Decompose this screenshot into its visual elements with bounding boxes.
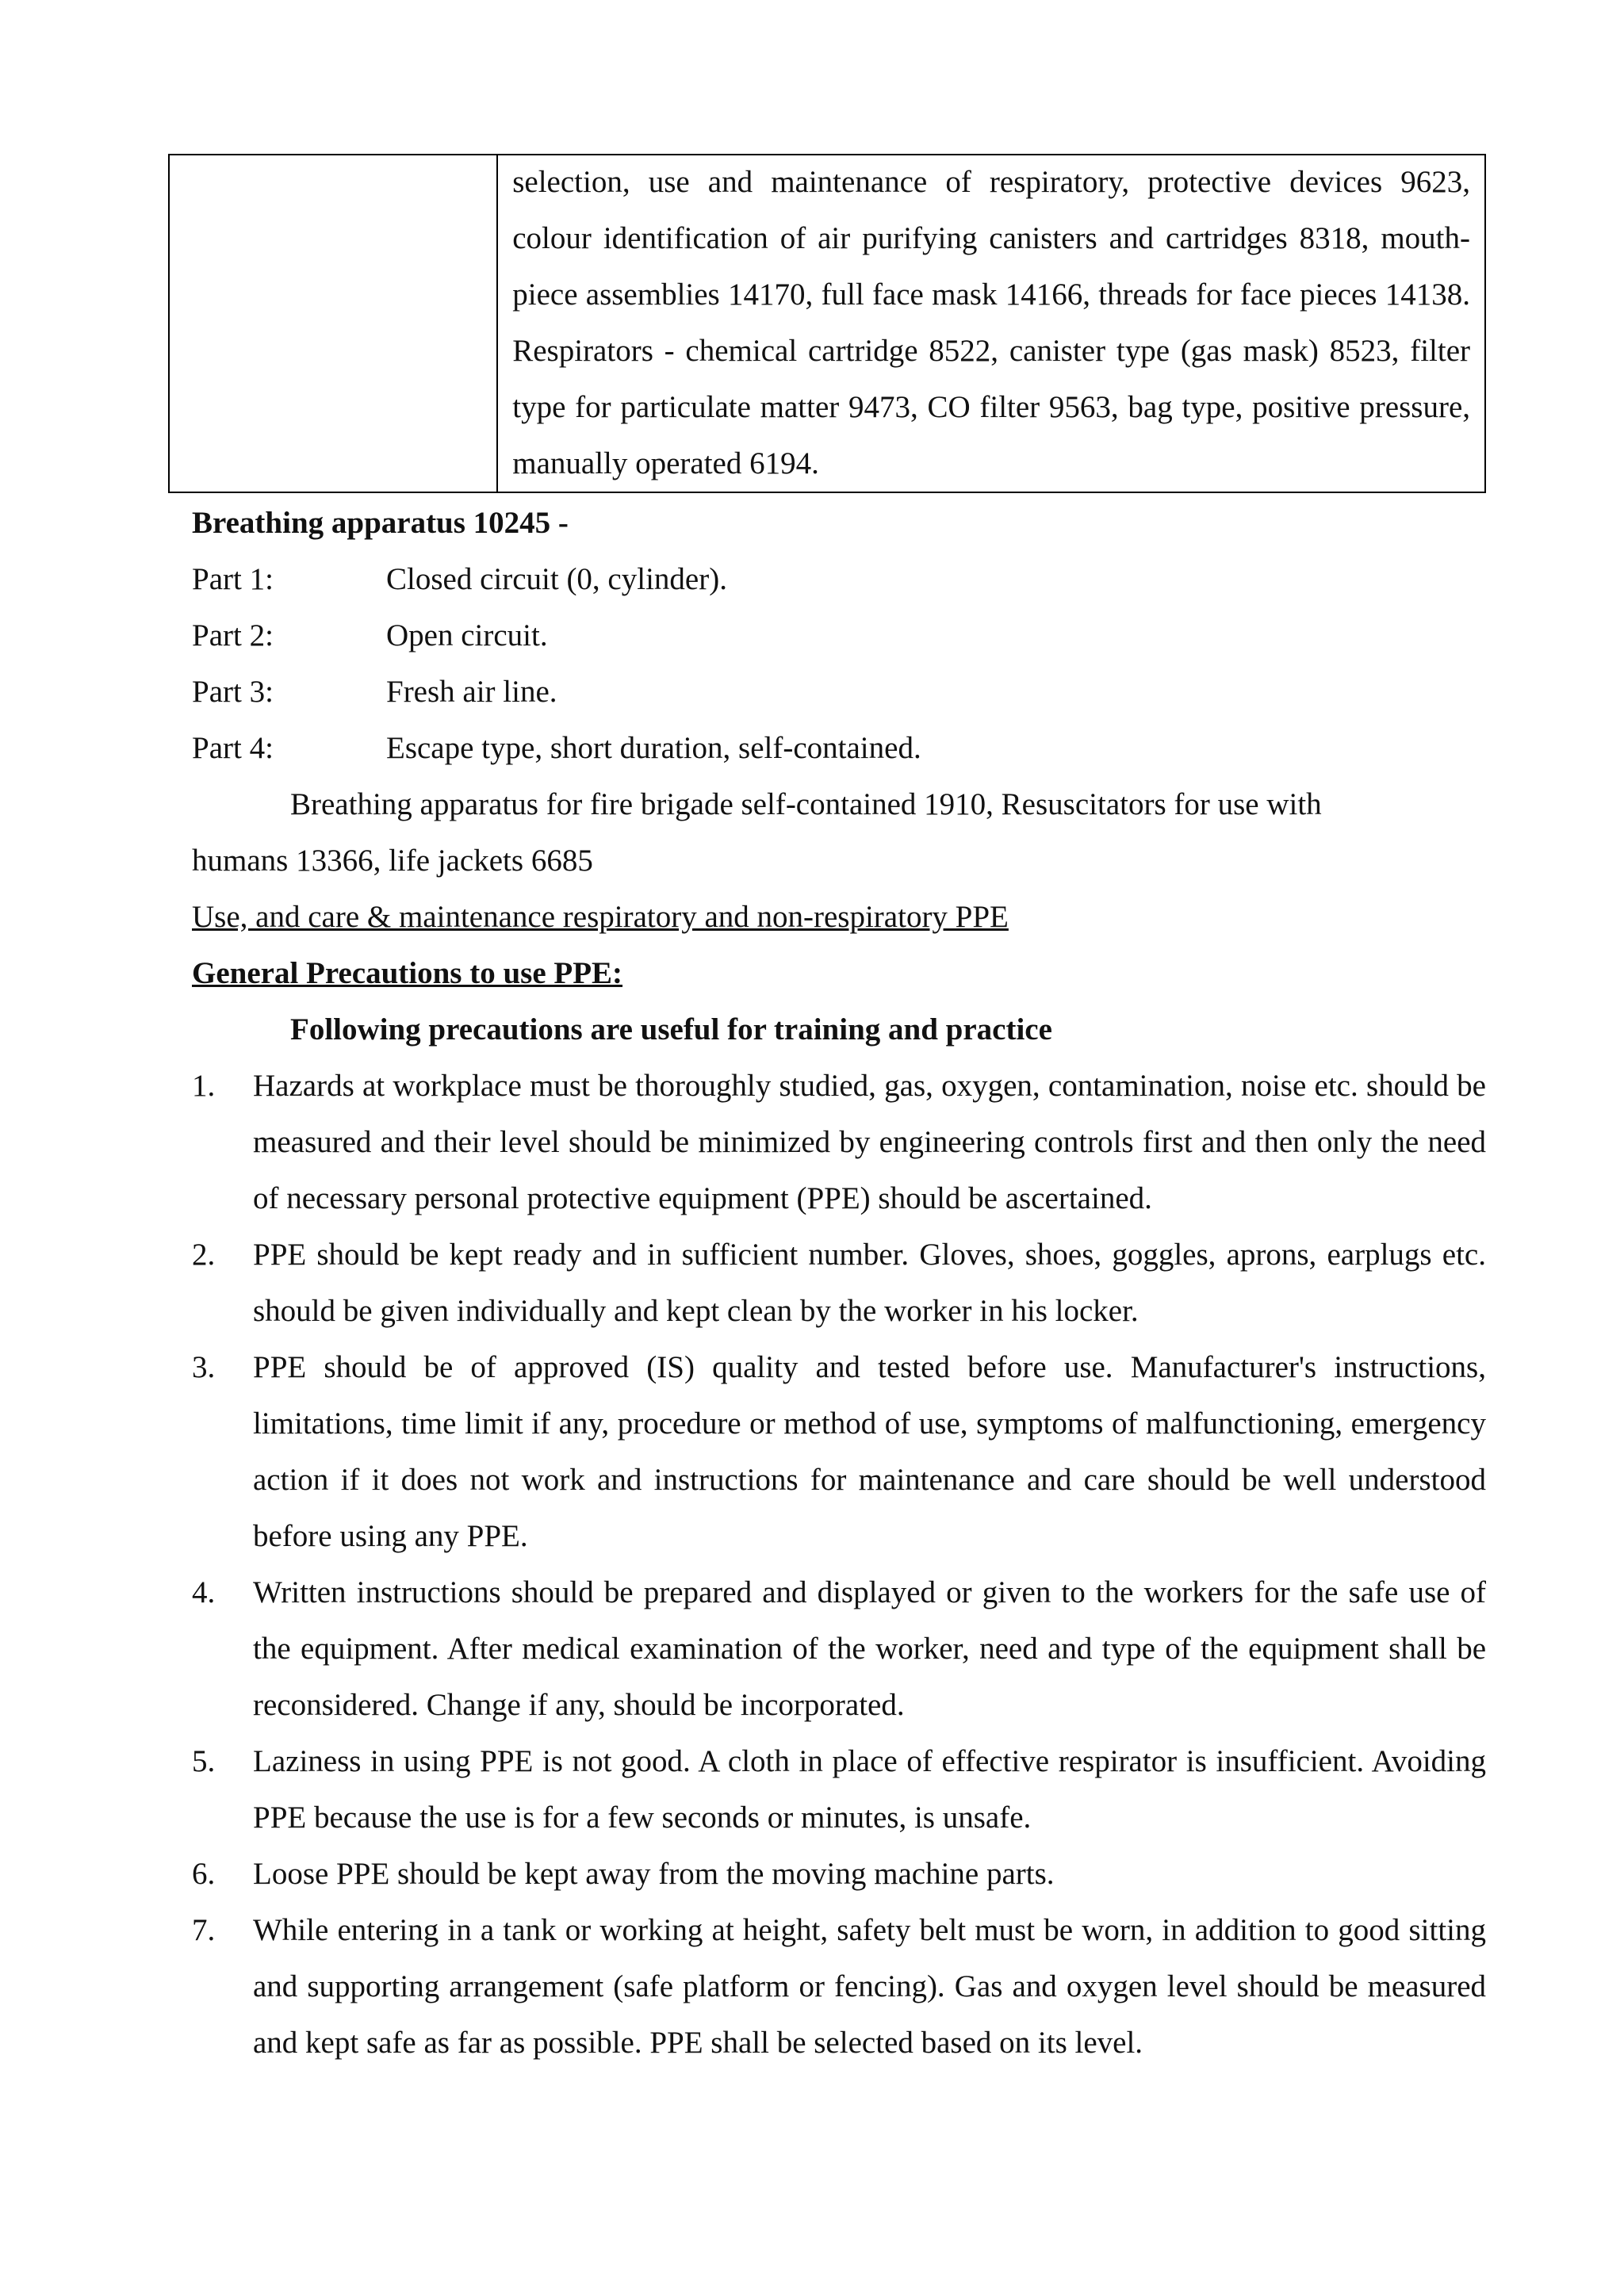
list-item-number: 6. — [192, 1857, 216, 1891]
breathing-apparatus-heading: Breathing apparatus 10245 - — [192, 506, 569, 540]
list-item-number: 5. — [192, 1744, 216, 1778]
list-item — [192, 1846, 1486, 1902]
part-2-text: Open circuit. — [386, 618, 548, 652]
list-item — [192, 1058, 1486, 1226]
general-precautions-heading: General Precautions to use PPE: — [192, 956, 623, 990]
part-4-label: Part 4: — [192, 731, 274, 765]
list-item — [192, 1339, 1486, 1564]
part-2-label: Part 2: — [192, 618, 274, 652]
table-cell-standards — [497, 155, 1485, 492]
list-item-number: 2. — [192, 1238, 216, 1272]
list-item-text: Written instructions should be prepared and displayed or given to the workers for the safe use of the equipment. After medical examination of the worker, need and type of the equipment shall be reconsidered. Change if any, should be incorporated. — [253, 1575, 1486, 1722]
list-item — [192, 1226, 1486, 1339]
list-item-text: PPE should be kept ready and in sufficient number. Gloves, shoes, goggles, aprons, earplugs etc. should be given individually and kept clean by the worker in his locker. — [253, 1238, 1486, 1328]
list-item-text: While entering in a tank or working at height, safety belt must be worn, in addition to good sitting and supporting arrangement (safe platform or fencing). Gas and oxygen level should be measured and kept safe as far as possible. PPE shall be selected based on its level. — [253, 1913, 1486, 2060]
standards-table — [168, 154, 1486, 493]
breathing-paragraph-line-1: Breathing apparatus for fire brigade self-contained 1910, Resuscitators for use with — [290, 787, 1322, 821]
table-cell-empty — [169, 155, 497, 492]
use-care-heading: Use, and care & maintenance respiratory and non-respiratory PPE — [192, 900, 1009, 934]
list-item — [192, 1733, 1486, 1846]
list-item — [192, 1902, 1486, 2071]
part-1-text: Closed circuit (0, cylinder). — [386, 562, 727, 596]
table-row — [169, 155, 1485, 492]
list-item-number: 1. — [192, 1069, 216, 1103]
part-1-label: Part 1: — [192, 562, 274, 596]
list-item-number: 4. — [192, 1575, 216, 1609]
list-item-text: PPE should be of approved (IS) quality and tested before use. Manufacturer's instructions, limitations, time limit if any, procedure or method of use, symptoms of malfunctioning, emergency action if it does not work and instructions for maintenance and care should be well understood before using any PPE. — [253, 1350, 1486, 1553]
part-3-label: Part 3: — [192, 675, 274, 709]
list-item-number: 3. — [192, 1350, 216, 1384]
list-item-text: Loose PPE should be kept away from the moving machine parts. — [253, 1857, 1055, 1891]
breathing-paragraph-line-2: humans 13366, life jackets 6685 — [192, 844, 593, 878]
part-3-text: Fresh air line. — [386, 675, 557, 709]
table-cell-text: selection, use and maintenance of respiratory, protective devices 9623, colour identification of air purifying canisters and cartridges 8318, mouth-piece assemblies 14170, full face mask 14166, threads for face pieces 14138. Respirators - chemical cartridge 8522, canister type (gas mask) 8523, filter type for particulate matter 9473, CO filter 9563, bag type, positive pressure, manually operated 6194. — [512, 165, 1470, 480]
list-item-number: 7. — [192, 1913, 216, 1947]
list-item-text: Laziness in using PPE is not good. A cloth in place of effective respirator is insufficient. Avoiding PPE because the use is for a few seconds or minutes, is unsafe. — [253, 1744, 1486, 1835]
part-4-text: Escape type, short duration, self-contained. — [386, 731, 921, 765]
list-item — [192, 1564, 1486, 1733]
list-item-text: Hazards at workplace must be thoroughly studied, gas, oxygen, contamination, noise etc. should be measured and their level should be minimized by engineering controls first and then only the need of necessary personal protective equipment (PPE) should be ascertained. — [253, 1069, 1486, 1215]
following-precautions-heading: Following precautions are useful for training and practice — [290, 1012, 1052, 1047]
